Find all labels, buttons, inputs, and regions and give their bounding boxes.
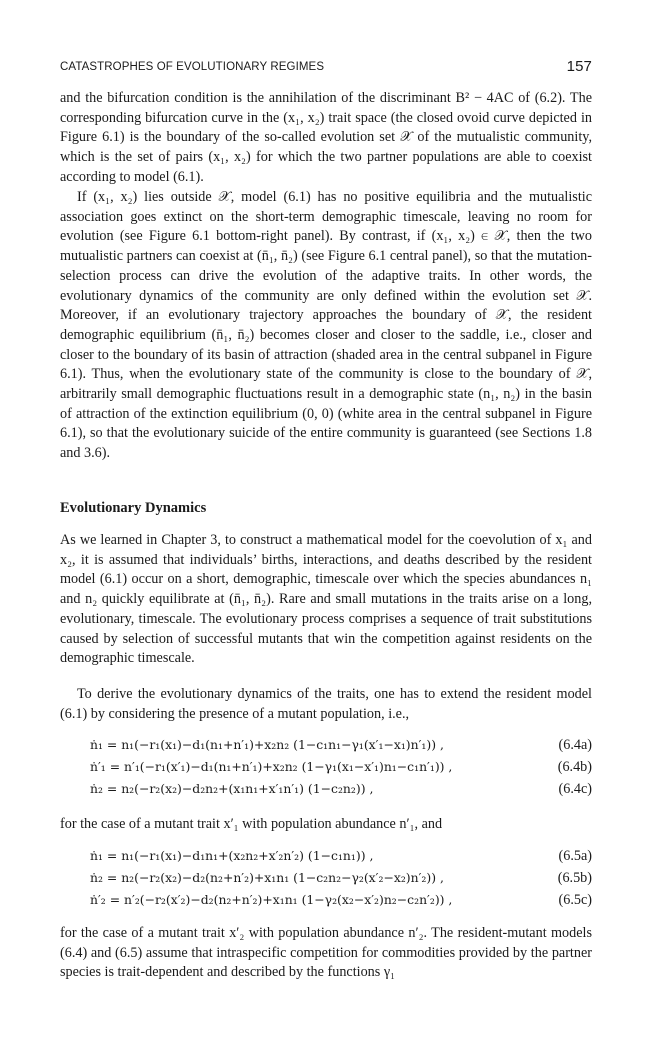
equation-body: ṅ₂ = n₂(−r₂(x₂)−d₂n₂+(x₁n₁+x′₁n′₁) (1−c₂n₂)) , [90,781,374,796]
equation-body: ṅ₁ = n₁(−r₁(x₁)−d₁(n₁+n′₁)+x₂n₂ (1−c₁n₁−γ₁(x′₁−x₁)n′₁)) , [90,737,444,752]
running-header [60,58,592,78]
equation-6-4c [90,779,592,799]
equation-body: ṅ₁ = n₁(−r₁(x₁)−d₁n₁+(x₂n₂+x′₂n′₂) (1−c₁n₁)) , [90,848,374,863]
equation-tag: (6.4a) [558,737,592,753]
equation-tag: (6.5c) [558,892,592,908]
section-heading: Evolutionary Dynamics [60,500,207,516]
page-number: 157 [566,58,592,75]
equation-tag: (6.5b) [557,870,592,886]
paragraph-mutant-1: for the case of a mutant trait x′₁ with population abundance n′₁, and [60,816,443,832]
equation-6-5b [90,868,592,888]
equation-tag: (6.5a) [558,848,592,864]
equation-tag: (6.4b) [557,759,592,775]
equation-6-5c [90,890,592,910]
paragraph-bifurcation: and the bifurcation condition is the annihilation of the discriminant B² − 4AC of (6.2). The corresponding bifurcation curve in the (x₁, x₂) trait space (the closed ovoid curve depicted in Figure 6.1) is the boundary of the so-called evolution set 𝒳 of the mutualistic community, which is the set of pairs (x₁, x₂) for which the two partner populations are able to coexist according to model (6.1). [60,90,592,185]
equation-6-5a [90,846,592,866]
equation-body: ṅ′₁ = n′₁(−r₁(x′₁)−d₁(n₁+n′₁)+x₂n₂ (1−γ₁(x₁−x′₁)n₁−c₁n′₁)) , [90,759,453,774]
equation-6-4a [90,735,592,755]
equation-body: ṅ′₂ = n′₂(−r₂(x′₂)−d₂(n₂+n′₂)+x₁n₁ (1−γ₂(x₂−x′₂)n₂−c₂n′₂)) , [90,892,453,907]
paragraph-mutant-intro: To derive the evolutionary dynamics of the traits, one has to extend the resident model (6.1) by considering the presence of a mutant population, i.e., [60,686,592,722]
equation-6-4b [90,757,592,777]
running-title: CATASTROPHES OF EVOLUTIONARY REGIMES [60,61,325,73]
paragraph-mutant-2: for the case of a mutant trait x′₂ with population abundance n′₂. The resident-mutant models (6.4) and (6.5) assume that intraspecific competition for commodities provided by the partner species is trait-dependent and described by the functions γ₁ [60,925,592,981]
paragraph-evolution-set: If (x₁, x₂) lies outside 𝒳, model (6.1) has no positive equilibria and the mutualistic association goes extinct on the short-term demographic timescale, leaving no room for evolution (see Figure 6.1 bottom-right panel). By contrast, if (x₁, x₂) ∈ 𝒳, then the two mutualistic partners can coexist at (n̄₁, n̄₂) (see Figure 6.1 central panel), so that the mutation-selection process can drive the evolution of the adaptive traits. In other words, the evolutionary dynamics of the community are only defined within the evolution set 𝒳. Moreover, if an evolutionary trajectory approaches the boundary of 𝒳, the resident demographic equilibrium (n̄₁, n̄₂) becomes closer and closer to the saddle, i.e., closer and closer to the boundary of its basin of attraction (shaded area in the central subpanel in Figure 6.1). Thus, when the evolutionary state of the community is close to the boundary of 𝒳, arbitrarily small demographic fluctuations result in a demographic state (n₁, n₂) in the basin of attraction of the extinction equilibrium (0, 0) (white area in the central subpanel in Figure 6.1), so that the evolutionary suicide of the entire community is guaranteed (see Sections 1.8 and 3.6). [60,189,592,462]
equation-tag: (6.4c) [558,781,592,797]
paragraph-coevolution: As we learned in Chapter 3, to construct a mathematical model for the coevolution of x₁ and x₂, it is assumed that individuals’ births, interactions, and deaths described by the resident model (6.1) occur on a short, demographic, timescale over which the species abundances n₁ and n₂ quickly equilibrate at (n̄₁, n̄₂). Rare and small mutations in the traits arise on a long, evolutionary, timescale. The evolutionary process comprises a sequence of trait substitutions caused by selection of successful mutants that win the competition against residents on the demographic timescale. [60,532,592,667]
equation-body: ṅ₂ = n₂(−r₂(x₂)−d₂(n₂+n′₂)+x₁n₁ (1−c₂n₂−γ₂(x′₂−x₂)n′₂)) , [90,870,444,885]
